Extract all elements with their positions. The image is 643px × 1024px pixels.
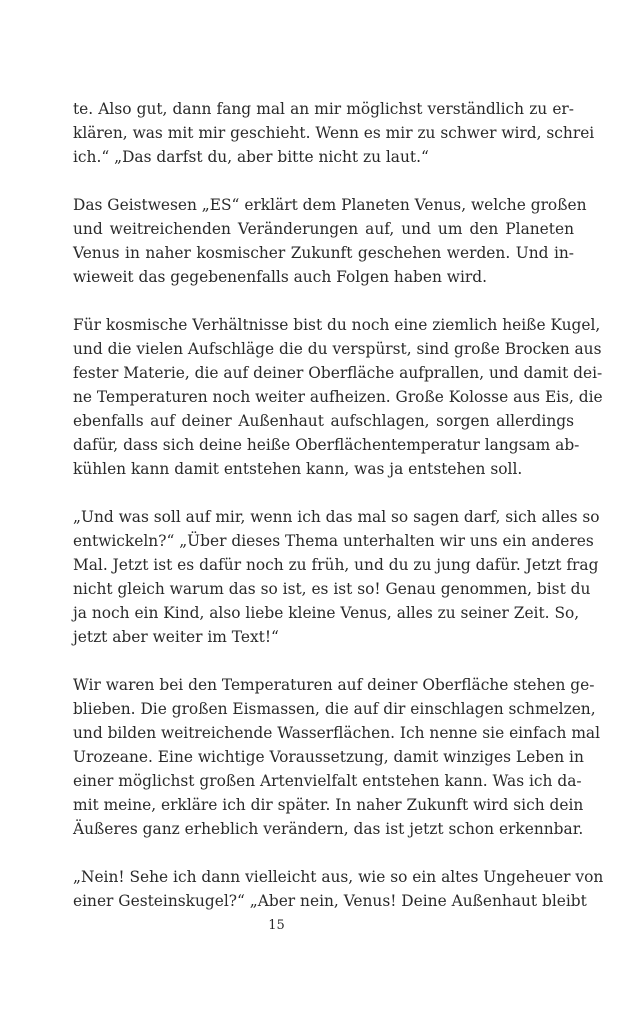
text-line: dafür, dass sich deine heiße Oberflächentemperatur langsam ab-: [73, 436, 580, 454]
paragraph-2: [73, 193, 587, 289]
paragraph-3: [73, 313, 603, 481]
text-line: Äußeres ganz erheblich verändern, das ist jetzt schon erkennbar.: [73, 820, 584, 838]
text-line: kühlen kann damit entstehen kann, was ja entstehen soll.: [73, 460, 523, 478]
page-body: [73, 97, 604, 937]
text-line: „Und was soll auf mir, wenn ich das mal so sagen darf, sich alles so: [73, 508, 600, 526]
text-line: te. Also gut, dann fang mal an mir möglichst verständlich zu er-: [73, 100, 574, 118]
text-line: einer möglichst großen Artenvielfalt entstehen kann. Was ich da-: [73, 772, 582, 790]
text-line: fester Materie, die auf deiner Oberfläche aufprallen, und damit dei-: [73, 364, 603, 382]
text-line: ebenfalls auf deiner Außenhaut aufschlagen, sorgen allerdings: [73, 412, 574, 430]
text-line: klären, was mit mir geschieht. Wenn es mir zu schwer wird, schrei: [73, 124, 595, 142]
paragraph-4: [73, 505, 600, 649]
text-line: ja noch ein Kind, also liebe kleine Venus, alles zu seiner Zeit. So,: [73, 604, 580, 622]
text-line: mit meine, erkläre ich dir später. In naher Zukunft wird sich dein: [73, 796, 584, 814]
text-line: ne Temperaturen noch weiter aufheizen. Große Kolosse aus Eis, die: [73, 388, 603, 406]
text-line: blieben. Die großen Eismassen, die auf dir einschlagen schmelzen,: [73, 700, 596, 718]
text-line: nicht gleich warum das so ist, es ist so! Genau genommen, bist du: [73, 580, 591, 598]
text-line: Das Geistwesen „ES“ erklärt dem Planeten Venus, welche großen: [73, 196, 587, 214]
text-line: Mal. Jetzt ist es dafür noch zu früh, und du zu jung dafür. Jetzt frag: [73, 556, 599, 574]
text-line: Urozeane. Eine wichtige Voraussetzung, damit winziges Leben in: [73, 748, 584, 766]
text-line: wieweit das gegebenenfalls auch Folgen haben wird.: [73, 268, 487, 286]
paragraph-6: [73, 865, 604, 913]
text-line: und die vielen Aufschläge die du verspürst, sind große Brocken aus: [73, 340, 602, 358]
text-line: „Nein! Sehe ich dann vielleicht aus, wie so ein altes Ungeheuer von: [73, 868, 604, 886]
text-line: und weitreichenden Veränderungen auf, und um den Planeten: [73, 220, 574, 238]
text-line: Venus in naher kosmischer Zukunft geschehen werden. Und in-: [73, 244, 574, 262]
text-line: jetzt aber weiter im Text!“: [73, 628, 279, 646]
text-line: entwickeln?“ „Über dieses Thema unterhalten wir uns ein anderes: [73, 532, 594, 550]
paragraph-1: [73, 97, 595, 169]
text-line: Wir waren bei den Temperaturen auf deiner Oberfläche stehen ge-: [73, 676, 595, 694]
paragraph-5: [73, 673, 601, 841]
text-line: Für kosmische Verhältnisse bist du noch eine ziemlich heiße Kugel,: [73, 316, 601, 334]
text-line: ich.“ „Das darfst du, aber bitte nicht zu laut.“: [73, 148, 429, 166]
text-line: und bilden weitreichende Wasserflächen. Ich nenne sie einfach mal: [73, 724, 601, 742]
page-number: 15: [268, 918, 285, 933]
text-line: einer Gesteinskugel?“ „Aber nein, Venus! Deine Außenhaut bleibt: [73, 892, 587, 910]
